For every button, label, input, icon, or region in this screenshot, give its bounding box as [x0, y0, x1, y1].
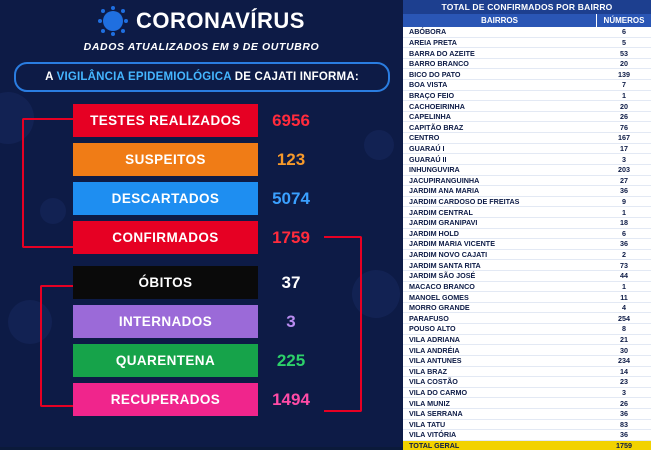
cell-bairro: JARDIM SÃO JOSÉ	[409, 271, 476, 281]
brand-header	[0, 6, 403, 53]
stat-value: 6956	[258, 104, 324, 137]
stats-list	[73, 104, 324, 422]
cell-bairro: POUSO ALTO	[409, 324, 456, 334]
cell-numero: 20	[620, 101, 628, 111]
table-row	[403, 377, 651, 388]
cell-numero: 203	[618, 165, 630, 175]
cell-numero: 3	[622, 388, 626, 398]
cell-bairro: VILA BRAZ	[409, 366, 448, 376]
table-row	[403, 48, 651, 59]
table-title: TOTAL DE CONFIRMADOS POR BAIRRO	[403, 0, 651, 14]
cell-numero: 1	[622, 207, 626, 217]
cell-total-value: 1759	[616, 441, 632, 450]
stat-value: 5074	[258, 182, 324, 215]
cell-bairro: VILA ADRIANA	[409, 334, 460, 344]
cell-numero: 8	[622, 324, 626, 334]
cell-numero: 36	[620, 409, 628, 419]
cell-numero: 14	[620, 366, 628, 376]
cell-numero: 30	[620, 345, 628, 355]
cell-numero: 20	[620, 59, 628, 69]
cell-bairro: MORRO GRANDE	[409, 303, 470, 313]
cell-numero: 76	[620, 122, 628, 132]
cell-numero: 7	[622, 80, 626, 90]
cell-bairro: CAPITÃO BRAZ	[409, 122, 464, 132]
table-row	[403, 101, 651, 112]
column-header-bairros: BAIRROS	[481, 16, 518, 25]
table-row	[403, 324, 651, 335]
stat-label: INTERNADOS	[118, 314, 213, 329]
stat-label: RECUPERADOS	[110, 392, 221, 407]
cell-bairro: VILA ANDRÉIA	[409, 345, 460, 355]
cell-numero: 167	[618, 133, 630, 143]
watermark-blob-5	[364, 130, 394, 160]
bracket-right-lower	[324, 236, 362, 412]
cell-bairro: VILA ANTUNES	[409, 356, 462, 366]
stat-value: 1494	[258, 383, 324, 416]
cell-bairro: VILA VITÓRIA	[409, 430, 457, 440]
cell-numero: 139	[618, 69, 630, 79]
bracket-left-upper	[22, 118, 76, 248]
cell-bairro: BARRA DO AZEITE	[409, 48, 475, 58]
table-row	[403, 197, 651, 208]
neighborhood-table-panel	[403, 0, 651, 450]
cell-numero: 9	[622, 197, 626, 207]
table-row	[403, 91, 651, 102]
stat-value: 3	[258, 305, 324, 338]
cell-total-label: TOTAL GERAL	[409, 441, 460, 450]
table-row	[403, 112, 651, 123]
cell-bairro: VILA TATU	[409, 419, 446, 429]
cell-numero: 27	[620, 175, 628, 185]
cell-numero: 2	[622, 250, 626, 260]
cell-numero: 6	[622, 27, 626, 37]
cell-bairro: CACHOEIRINHA	[409, 101, 465, 111]
stat-row-quarentena	[73, 344, 324, 377]
cell-bairro: BRAÇO FEIO	[409, 90, 455, 100]
table-row	[403, 388, 651, 399]
stat-value: 37	[258, 266, 324, 299]
stat-row-suspeitos	[73, 143, 324, 176]
table-row	[403, 356, 651, 367]
table-total-row	[403, 441, 651, 450]
cell-numero: 6	[622, 228, 626, 238]
cell-bairro: MANOEL GOMES	[409, 292, 469, 302]
table-row	[403, 303, 651, 314]
cell-bairro: JARDIM HOLD	[409, 228, 459, 238]
stat-label: QUARENTENA	[115, 353, 216, 368]
cell-bairro: JARDIM ANA MARIA	[409, 186, 480, 196]
cell-numero: 36	[620, 430, 628, 440]
cell-bairro: ABÓBORA	[409, 27, 447, 37]
stat-label: TESTES REALIZADOS	[90, 113, 241, 128]
cell-numero: 36	[620, 186, 628, 196]
table-row	[403, 271, 651, 282]
cell-bairro: PARAFUSO	[409, 313, 449, 323]
table-row	[403, 133, 651, 144]
cell-bairro: MACACO BRANCO	[409, 281, 475, 291]
cell-bairro: GUARAÚ I	[409, 144, 445, 153]
cell-numero: 23	[620, 377, 628, 387]
table-row	[403, 186, 651, 197]
cell-numero: 18	[620, 218, 628, 228]
stat-value: 1759	[258, 221, 324, 254]
stat-row-confirmados	[73, 221, 324, 254]
table-row	[403, 27, 651, 38]
virus-icon	[98, 6, 128, 36]
table-row	[403, 59, 651, 70]
cell-numero: 26	[620, 398, 628, 408]
cell-numero: 21	[620, 334, 628, 344]
stat-label: CONFIRMADOS	[112, 230, 219, 245]
table-row	[403, 218, 651, 229]
page-title: CORONAVÍRUS	[136, 8, 305, 33]
table-row	[403, 207, 651, 218]
table-row	[403, 260, 651, 271]
table-body	[403, 27, 651, 450]
cell-numero: 73	[620, 260, 628, 270]
table-row	[403, 430, 651, 441]
cell-numero: 4	[622, 303, 626, 313]
cell-bairro: VILA MUNIZ	[409, 398, 450, 408]
cell-bairro: BICO DO PATO	[409, 69, 461, 79]
cell-numero: 17	[620, 144, 628, 153]
table-row	[403, 122, 651, 133]
cell-bairro: VILA DO CARMO	[409, 388, 468, 398]
table-row	[403, 335, 651, 346]
table-row	[403, 38, 651, 49]
stat-value: 225	[258, 344, 324, 377]
cell-bairro: VILA COSTÃO	[409, 377, 458, 387]
cell-numero: 44	[620, 271, 628, 281]
cell-numero: 26	[620, 112, 628, 122]
table-row	[403, 367, 651, 378]
table-row	[403, 420, 651, 431]
stat-row-internados	[73, 305, 324, 338]
cell-numero: 53	[620, 48, 628, 58]
table-header-row	[403, 14, 651, 27]
banner	[14, 62, 390, 92]
cell-bairro: JACUPIRANGUINHA	[409, 175, 480, 185]
cell-numero: 254	[618, 313, 630, 323]
cell-bairro: GUARAÚ II	[409, 154, 447, 164]
cell-bairro: CENTRO	[409, 133, 440, 143]
table-row	[403, 250, 651, 261]
table-row	[403, 80, 651, 91]
banner-text	[45, 71, 359, 83]
table-row	[403, 292, 651, 303]
cell-bairro: JARDIM CENTRAL	[409, 207, 473, 217]
cell-bairro: VILA SERRANA	[409, 409, 463, 419]
cell-numero: 1	[622, 90, 626, 100]
stat-label: ÓBITOS	[138, 275, 193, 290]
table-row	[403, 165, 651, 176]
cell-numero: 3	[622, 154, 626, 164]
table-row	[403, 239, 651, 250]
table-row	[403, 229, 651, 240]
table-row	[403, 409, 651, 420]
stat-row-testes-realizados	[73, 104, 324, 137]
banner-prefix: A	[45, 71, 57, 83]
cell-bairro: JARDIM MARIA VICENTE	[409, 239, 495, 249]
stat-label: DESCARTADOS	[111, 191, 220, 206]
cell-bairro: AREIA PRETA	[409, 37, 457, 47]
bracket-left-lower	[40, 285, 76, 407]
cell-bairro: JARDIM NOVO CAJATI	[409, 250, 488, 260]
cell-numero: 36	[620, 239, 628, 249]
cell-bairro: JARDIM SANTA RITA	[409, 260, 481, 270]
cell-bairro: BARRO BRANCO	[409, 59, 469, 69]
table-row	[403, 345, 651, 356]
cell-numero: 83	[620, 419, 628, 429]
cell-numero: 11	[620, 292, 628, 302]
table-row	[403, 144, 651, 155]
cell-numero: 5	[622, 37, 626, 47]
cell-bairro: CAPELINHA	[409, 112, 451, 122]
cell-bairro: JARDIM CARDOSO DE FREITAS	[409, 197, 520, 207]
stat-value: 123	[258, 143, 324, 176]
table-row	[403, 398, 651, 409]
table-row	[403, 282, 651, 293]
banner-highlight: VIGILÂNCIA EPIDEMIOLÓGICA	[56, 71, 232, 83]
table-row	[403, 176, 651, 187]
stat-row-recuperados	[73, 383, 324, 416]
column-header-numeros: NÚMEROS	[596, 14, 651, 27]
banner-suffix: DE CAJATI INFORMA:	[231, 71, 359, 83]
cell-bairro: INHUNGUVIRA	[409, 165, 460, 175]
update-date: DADOS ATUALIZADOS EM 9 DE OUTUBRO	[83, 41, 320, 53]
stat-label: SUSPEITOS	[125, 152, 206, 167]
cell-bairro: JARDIM GRANIPAVI	[409, 218, 478, 228]
cell-bairro: BOA VISTA	[409, 80, 448, 90]
table-row	[403, 154, 651, 165]
cell-numero: 1	[622, 281, 626, 291]
table-row	[403, 313, 651, 324]
stat-row-descartados	[73, 182, 324, 215]
stat-row-obitos	[73, 266, 324, 299]
table-row	[403, 69, 651, 80]
cell-numero: 234	[618, 356, 630, 366]
